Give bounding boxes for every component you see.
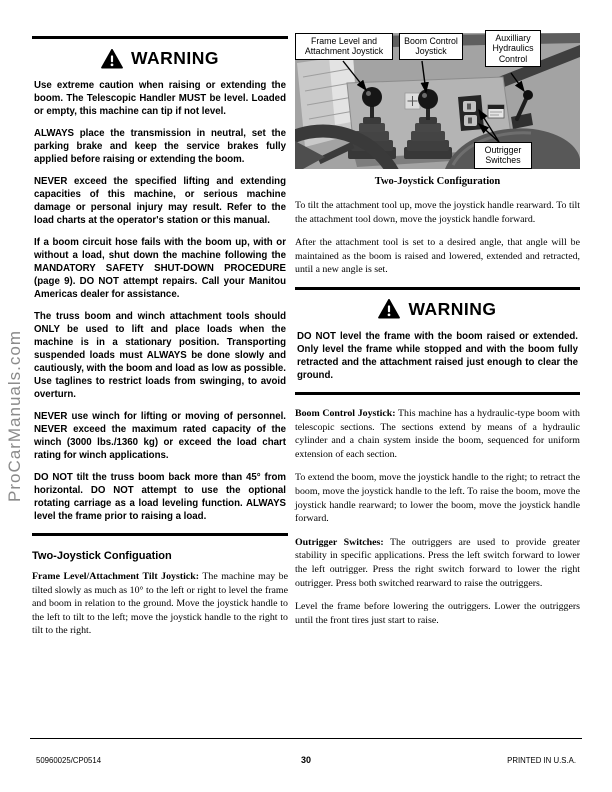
body-paragraph: [295, 471, 580, 525]
warning-title: WARNING: [408, 298, 497, 319]
watermark: ProCarManuals.com: [5, 330, 24, 502]
page-footer: [36, 755, 576, 765]
paragraph-text: The outriggers are used to provide greater stability in specific applications. Press the left switch forward to lower the left outrigger. Press the right switch forward to lower the right outrigger. Press both switched rearward to raise the outriggers.: [295, 536, 580, 589]
warning-paragraph: ALWAYS place the transmission in neutral, set the parking brake and keep the service brakes fully applied before raising or extending the boom.: [34, 128, 286, 165]
warning-paragraph: NEVER use winch for lifting or moving of personnel. NEVER exceed the maximum rated capacity of the winch (3000 lbs./1360 kg) or exceed the load chart rating for winch applications.: [34, 411, 286, 461]
warning-heading-right: [297, 299, 578, 320]
body-paragraph: [295, 536, 580, 590]
body-paragraph: To tilt the attachment tool up, move the joystick handle rearward. To tilt the attachment tool down, move the joystick handle forward.: [295, 200, 580, 225]
callout-frame-level-joystick: Frame Level and Attachment Joystick: [295, 33, 393, 60]
callout-auxiliary-hydraulics: Auxilliary Hydraulics Control: [485, 30, 541, 67]
warning-paragraph: DO NOT tilt the truss boom back more than 45° from horizontal. DO NOT attempt to use the optional rotating carriage as a load leveling function. ALWAYS level the frame prior to raising a load.: [34, 472, 286, 522]
paragraph-text: The machine may be tilted slowly as much as 10° to the left or right to level the frame and boom in relation to the ground. Move the joystick handle to the left to tilt to the left; move the joystick handle to the right to tilt to the right.: [32, 571, 288, 637]
warning-triangle-icon: [101, 49, 123, 69]
body-paragraph: [295, 407, 580, 461]
warning-paragraph: DO NOT level the frame with the boom raised or extended. Only level the frame while stopped and with the boom fully retracted and the attachment raised just enough to clear the ground.: [297, 330, 578, 381]
warning-title: WARNING: [130, 48, 220, 68]
left-column: [32, 36, 288, 648]
paragraph-lead: Frame Level/Attachment Tilt Joystick:: [32, 571, 200, 582]
page-number: 30: [301, 755, 312, 765]
warning-box-right: [295, 287, 580, 395]
cab-controls-photo: [295, 33, 580, 169]
body-paragraph: After the attachment tool is set to a desired angle, that angle will be maintained as the boom is raised and lowered, extended and retracted, until a new angle is set.: [295, 237, 580, 276]
paragraph-text: To extend the boom, move the joystick handle to the right; to retract the boom, move the joystick handle to the left. To raise the boom, move the joystick handle rearward; to lower the boom, move the joystick handle forward.: [295, 472, 580, 525]
footer-rule: [30, 738, 582, 739]
footer-printed-in: PRINTED IN U.S.A.: [507, 756, 577, 765]
body-paragraph: [295, 600, 580, 627]
warning-box-left: [32, 36, 288, 536]
paragraph-text: Level the frame before lowering the outriggers. Lower the outriggers until the front tires just start to raise.: [295, 601, 580, 626]
paragraph-lead: Boom Control Joystick:: [295, 407, 396, 419]
warning-heading-left: [34, 48, 286, 69]
callout-boom-control-joystick: Boom Control Joystick: [399, 33, 463, 60]
warning-paragraph: Use extreme caution when raising or extending the boom. The Telescopic Handler MUST be level. Loaded or empty, this machine can tip if not level.: [34, 80, 286, 117]
footer-part-number: 50960025/CP0514: [36, 756, 102, 765]
paragraph-lead: Outrigger Switches:: [295, 536, 384, 548]
body-paragraph: [32, 570, 288, 638]
section-heading-two-joystick: Two-Joystick Configuation: [32, 550, 172, 562]
paragraph-text: This machine has a hydraulic-type boom with telescopic sections. The sections extend by means of a hydraulic cylinder and a chain system inside the boom, sequenced for uniform extension of each section.: [295, 407, 580, 460]
warning-paragraph: If a boom circuit hose fails with the boom up, with or without a load, shut down the machine following the MANDATORY SAFETY SHUT-DOWN PROCEDURE (page 9). DO NOT attempt repairs. Call your Manitou Americas dealer for assistance.: [34, 237, 286, 300]
warning-paragraph: The truss boom and winch attachment tools should ONLY be used to lift and place loads when the machine is in a stationary position. Transporting suspended loads must ALWAYS be done slowly and cautiously, with the boom and load as low as possible. Use taglines to restrict loads from swinging, to avoid overturn.: [34, 311, 286, 400]
warning-paragraph: NEVER exceed the specified lifting and extending capacities of this machine, or serious machine damage or personal injury may result. Refer to the load charts at the operator's station or this manual.: [34, 176, 286, 226]
right-column: [295, 33, 580, 637]
callout-outrigger-switches: Outrigger Switches: [474, 142, 532, 169]
figure-caption: Two-Joystick Configuration: [374, 176, 501, 187]
warning-triangle-icon: [378, 299, 400, 319]
figure-two-joystick: [295, 33, 580, 187]
